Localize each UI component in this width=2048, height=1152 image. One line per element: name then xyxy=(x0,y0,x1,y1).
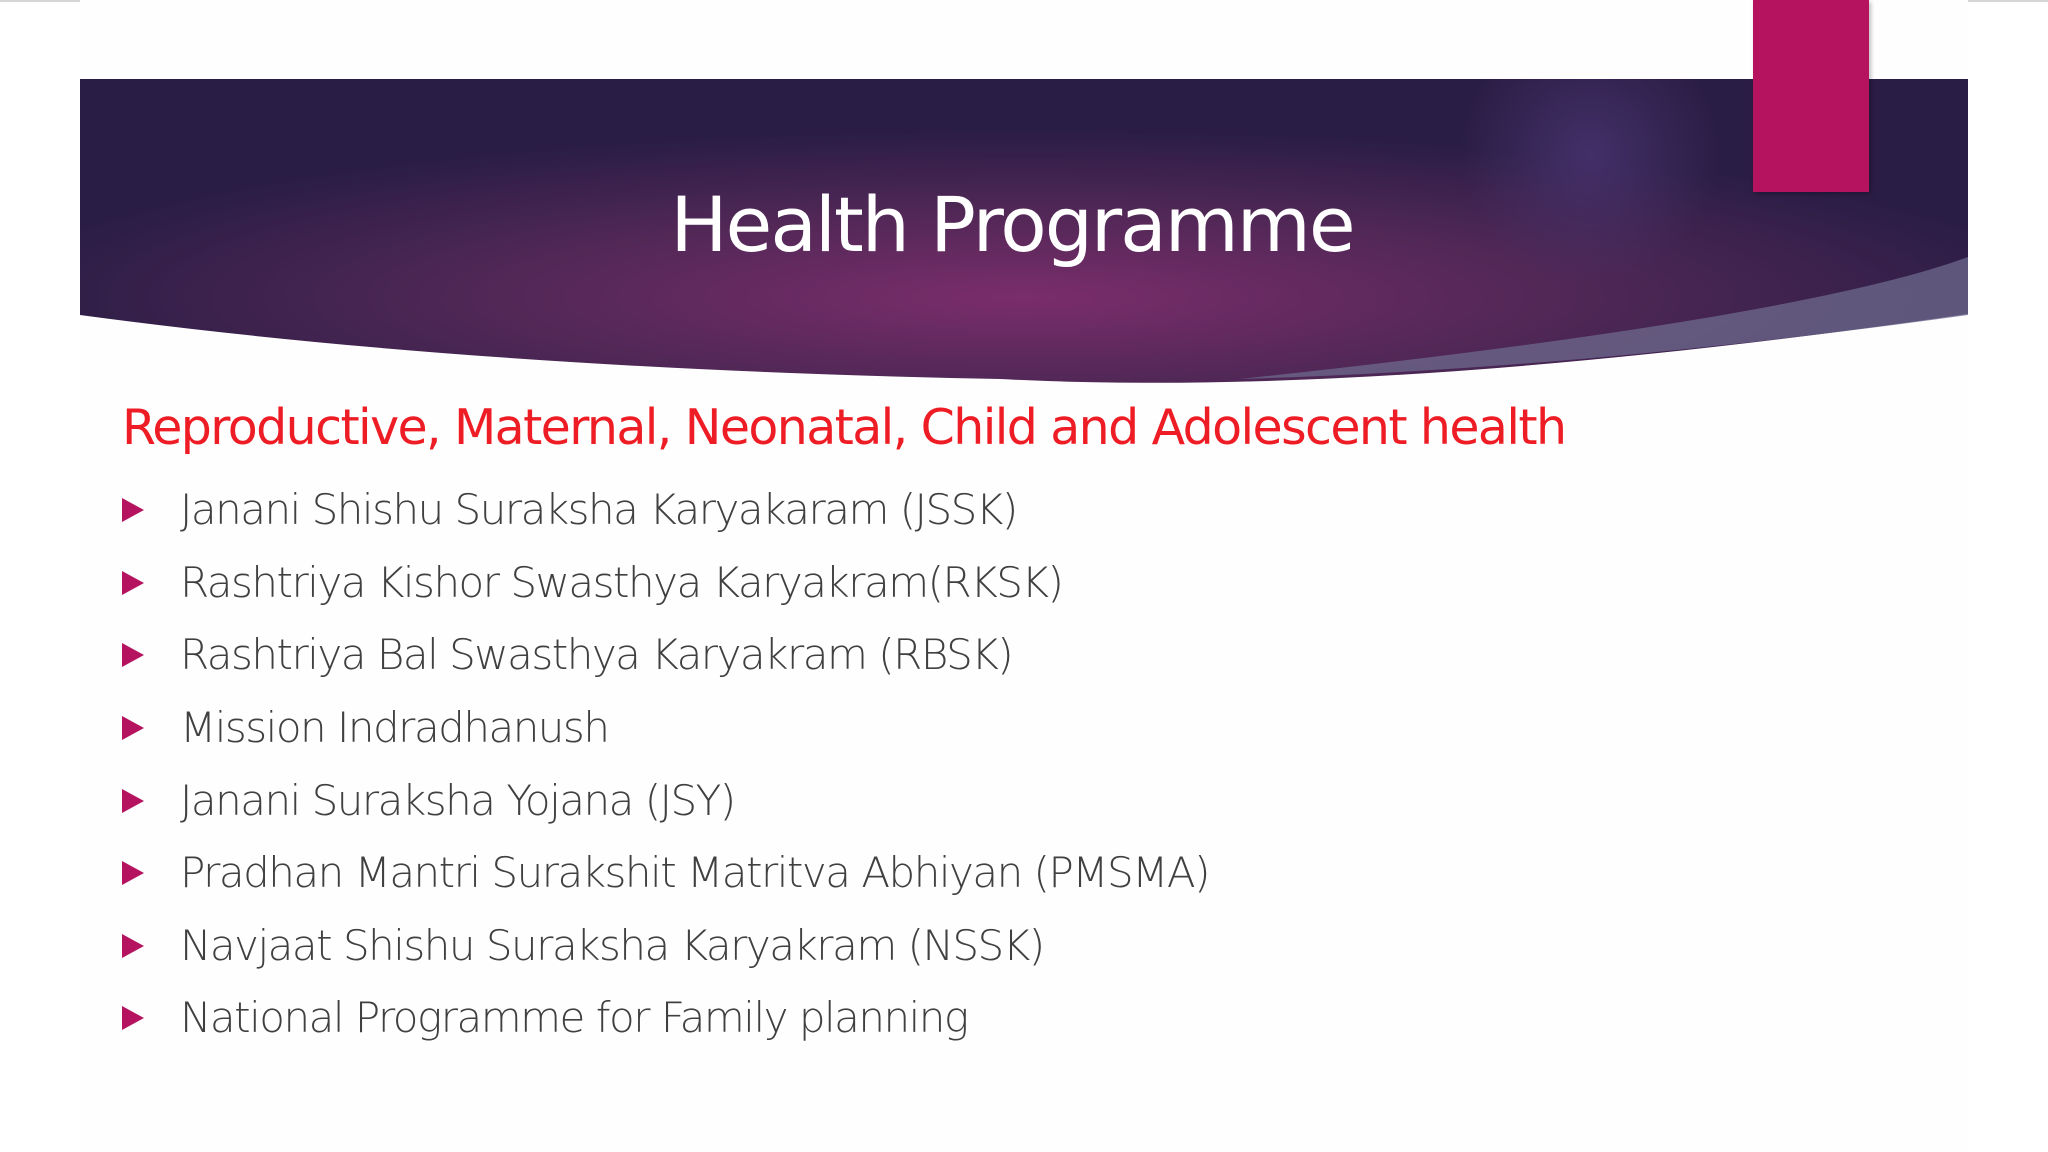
section-subtitle: Reproductive, Maternal, Neonatal, Child and Adolescent health xyxy=(122,399,1566,456)
bullet-text: Mission Indradhanush xyxy=(180,703,609,753)
list-item xyxy=(122,547,1209,620)
right-triangle-icon xyxy=(122,553,180,613)
list-item xyxy=(122,692,1209,765)
slide-title: Health Programme xyxy=(670,180,1354,269)
list-item xyxy=(122,619,1209,692)
list-item xyxy=(122,764,1209,837)
title-banner xyxy=(80,79,1968,389)
list-item xyxy=(122,910,1209,983)
right-triangle-icon xyxy=(122,916,180,976)
bullet-text: Janani Suraksha Yojana (JSY) xyxy=(180,775,735,825)
bullet-text: Pradhan Mantri Surakshit Matritva Abhiyan (PMSMA) xyxy=(180,848,1210,898)
right-triangle-icon xyxy=(122,988,180,1048)
right-triangle-icon xyxy=(122,843,180,903)
bullet-text: Janani Shishu Suraksha Karyakaram (JSSK) xyxy=(180,485,1017,535)
right-triangle-icon xyxy=(122,771,180,831)
right-triangle-icon xyxy=(122,625,180,685)
bullet-list xyxy=(122,474,1209,1055)
bullet-text: National Programme for Family planning xyxy=(180,993,968,1043)
list-item xyxy=(122,837,1209,910)
bullet-text: Navjaat Shishu Suraksha Karyakram (NSSK) xyxy=(180,920,1044,970)
right-triangle-icon xyxy=(122,480,180,540)
bullet-text: Rashtriya Kishor Swasthya Karyakram(RKSK) xyxy=(180,557,1063,607)
accent-block xyxy=(1753,0,1869,192)
bullet-text: Rashtriya Bal Swasthya Karyakram (RBSK) xyxy=(180,630,1013,680)
list-item xyxy=(122,474,1209,547)
list-item xyxy=(122,982,1209,1055)
right-triangle-icon xyxy=(122,698,180,758)
